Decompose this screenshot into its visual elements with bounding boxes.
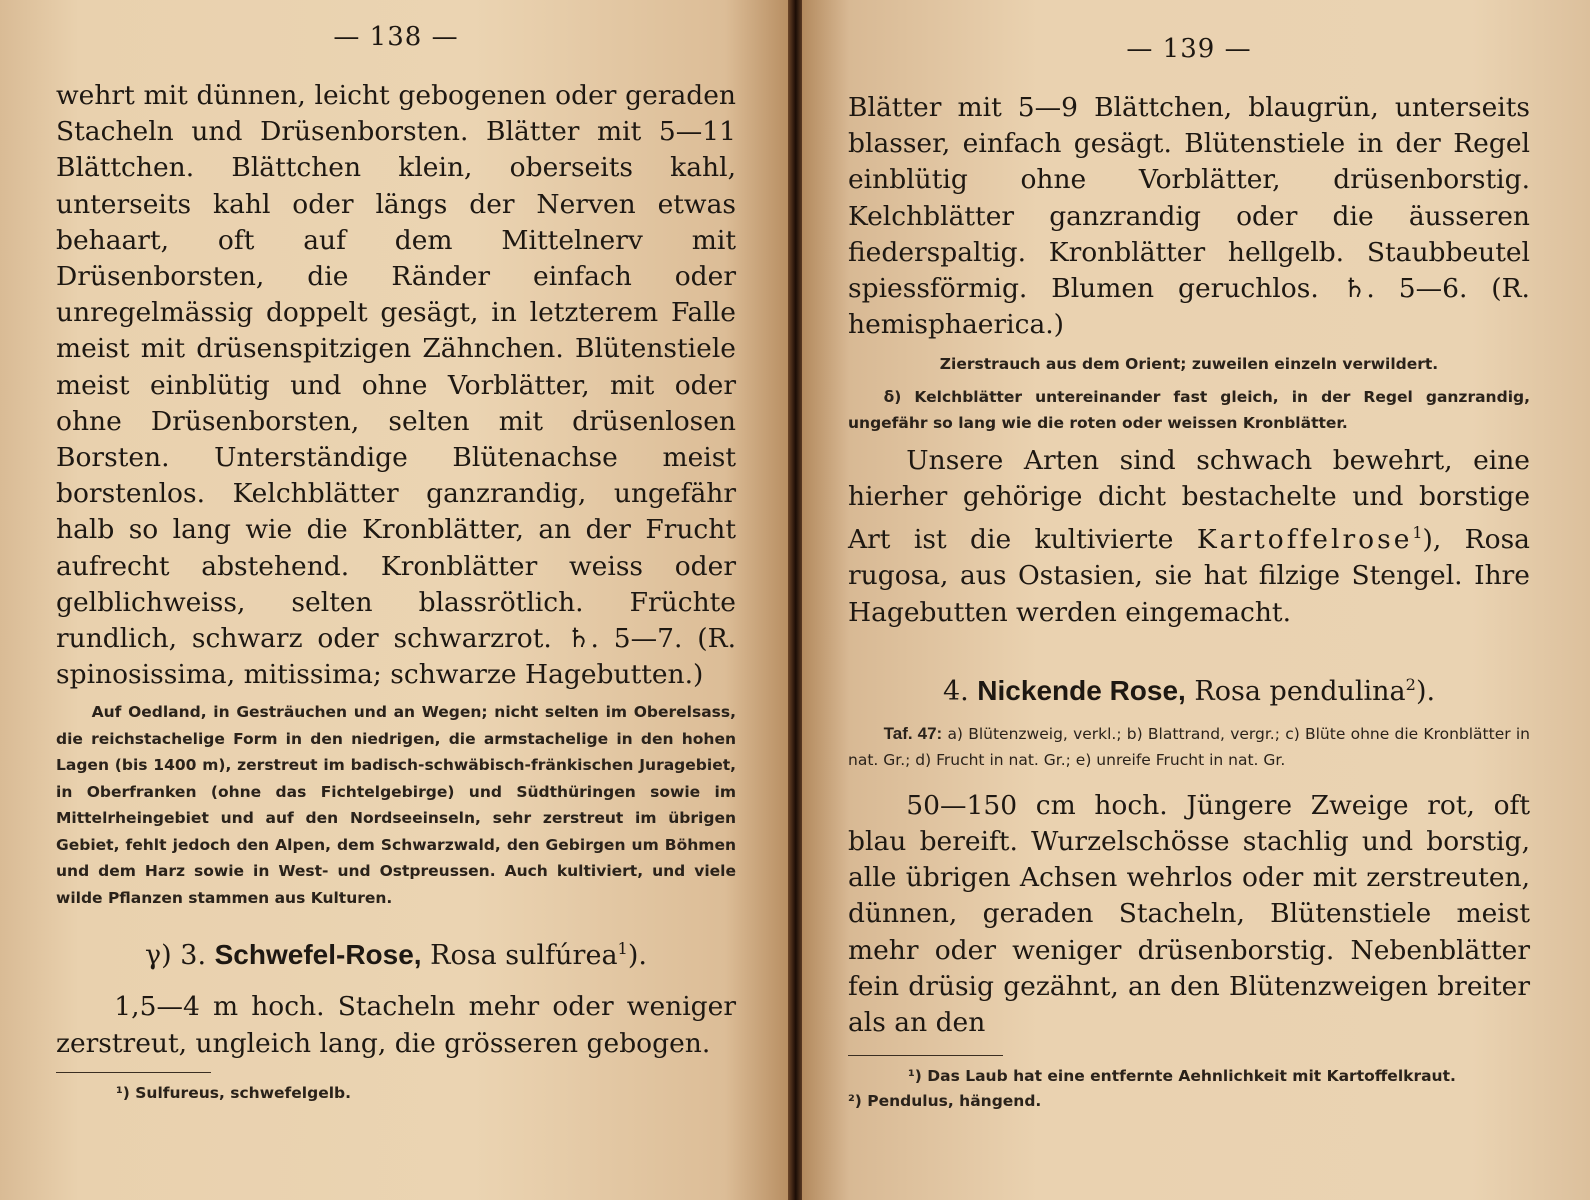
habitat-note [56,699,736,911]
section-heading [56,939,736,971]
habitat-note [848,351,1530,378]
paragraph: wehrt mit dünnen, leicht gebogenen oder geraden Stacheln und Drüsenborsten. Blätter mit 5—11 Blättchen. Blättchen klein, oberseits kahl, unterseits kahl oder längs der Nerven etwas behaart, oft auf dem Mittelnerv mit Drüsenborsten, die Ränder einfach oder unregelmässig doppelt gesägt, in letzterem Falle meist mit drüsenspitzigen Zähnchen. Blütenstiele meist einblütig und ohne Vorblätter, mit oder ohne Drüsenborsten, selten mit drüsenlosen Borsten. Unterständige Blütenachse meist borstenlos. Kelchblätter ganzrandig, ungefähr halb so lang wie die Kronblätter, an der Frucht aufrecht abstehend. Kronblätter weiss oder gelblichweiss, selten blassrötlich. Früchte rundlich, schwarz oder schwarzrot. [56,80,736,655]
section-heading [848,675,1530,707]
heading-footnote-ref: 2 [1405,674,1416,694]
body-text [56,989,736,1061]
shrub-symbol: ♄ [566,623,591,655]
paragraph-end: . 5—7. (R. spinosissima, mitissima; schwarze Hagebutten.) [56,623,736,691]
paragraph: 1,5—4 m hoch. Stacheln mehr oder weniger zerstreut, ungleich lang, die grösseren gebogen. [56,991,736,1059]
footnote-rule [848,1055,1003,1056]
heading-number: 4. [942,675,969,707]
footnote-rule [56,1072,211,1073]
habitat-text: Zierstrauch aus dem Orient; zuweilen einzeln verwildert. [939,355,1439,374]
heading-latin-name: Rosa sulfúrea [430,940,618,972]
heading-latin-name: Rosa pendulina [1194,675,1406,707]
footnote: ¹) Das Laub hat eine entfernte Aehnlichkeit mit Kartoffelkraut. [908,1067,1456,1086]
plate-label: Taf. 47: [883,723,943,743]
heading-close: ). [1415,675,1436,707]
left-page [0,0,788,1200]
heading-footnote-ref: 1 [617,939,628,959]
body-text [848,788,1530,1041]
body-text [848,90,1530,343]
page-number: — 139 — [1126,34,1252,64]
heading-common-name: Schwefel-Rose, [214,939,422,971]
paragraph-end: ), Rosa rugosa, aus Ostasien, sie hat filzige Stengel. Ihre Hagebutten werden eingemacht. [848,524,1530,628]
footnote: ¹) Sulfureus, schwefelgelb. [116,1083,352,1102]
paragraph: Blätter mit 5—9 Blättchen, blaugrün, unterseits blasser, einfach gesägt. Blütenstiele in der Regel einblütig ohne Vorblätter, drüsenborstig. Kelchblätter ganzrandig oder die äusseren fiederspaltig. Kronblätter hellgelb. Staubbeutel spiessförmig. Blumen geruchlos. [848,92,1530,305]
emphasized-term: Kartoffelrose [1196,524,1413,556]
plate-reference [848,721,1530,774]
plate-text: a) Blütenzweig, verkl.; b) Blattrand, vergr.; c) Blüte ohne die Kronblätter in nat. Gr.; d) Frucht in nat. Gr.; e) unreife Frucht in nat. Gr. [848,724,1530,770]
footnote: ²) Pendulus, hängend. [848,1092,1042,1111]
body-text [848,443,1530,631]
book-gutter [788,0,802,1200]
body-text [56,78,736,693]
habitat-text: Auf Oedland, in Gesträuchen und an Wegen; nicht selten im Oberelsass, die reichstachelige Form in den niedrigen, die armstachelige in den hohen Lagen (bis 1400 m), zerstreut im badisch-schwäbisch-fränkischen Juragebiet, in Oberfranken (ohne das Fichtelgebirge) und Südthüringen sowie im Mittelrheingebiet und auf den Nordseeinseln, sehr zerstreut im übrigen Gebiet, fehlt jedoch den Alpen, dem Schwarzwald, den Gebirgen um Böhmen und dem Harz sowie in West- und Ostpreussen. Auch kultiviert, und viele wilde Pflanzen stammen aus Kulturen. [56,703,736,907]
footnote-ref: 1 [1412,523,1423,543]
page-number: — 138 — [333,22,459,52]
paragraph: 50—150 cm hoch. Jüngere Zweige rot, oft blau bereift. Wurzelschösse stachlig und borstig, alle übrigen Achsen wehrlos oder mit zerstreuten, dünnen, geraden Stacheln, Blütenstiele meist mehr oder weniger drüsenborstig. Nebenblätter fein drüsig gezähnt, an den Blütenzweigen breiter als an den [848,789,1530,1038]
subgroup-text: δ) Kelchblätter untereinander fast gleich, in der Regel ganzrandig, ungefähr so lang wie die roten oder weissen Kronblätter. [848,387,1530,433]
heading-common-name: Nickende Rose, [977,674,1186,706]
heading-number: γ) 3. [145,940,207,972]
shrub-symbol: ♄ [1342,273,1367,305]
heading-close: ). [627,940,647,972]
right-page [802,0,1590,1200]
subgroup-note [848,384,1530,437]
paragraph: Unsere Arten sind schwach bewehrt, eine hierher gehörige dicht bestachelte und borstige Art ist die kultivierte [848,444,1530,556]
paragraph-end: . 5—6. (R. hemisphaerica.) [848,273,1530,341]
